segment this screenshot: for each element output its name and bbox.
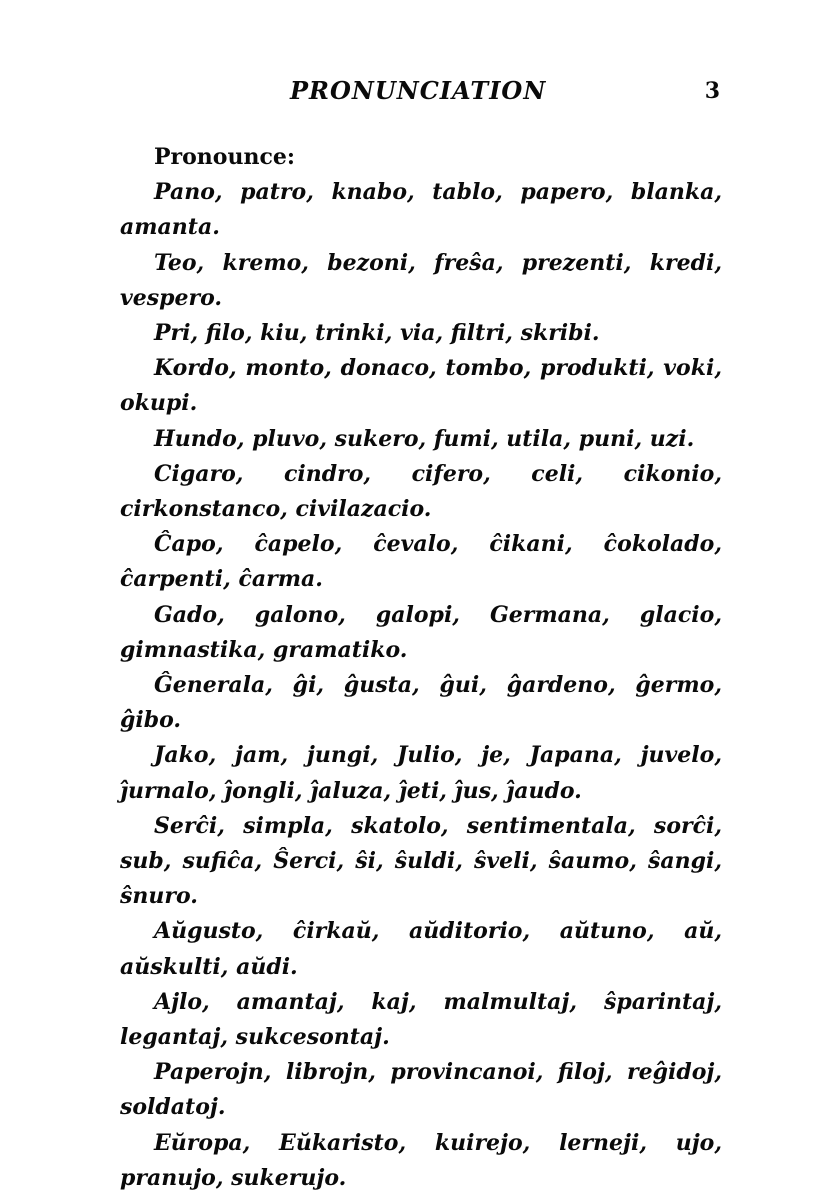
exercise-line-e: Teo, kremo, bezoni, freŝa, prezenti, kredi, vespero.: [120, 249, 722, 311]
exercise-line-g: Gado, galono, galopi, Germana, glacio, gimnastika, gramatiko.: [120, 601, 722, 663]
exercise-line-g-circumflex: Ĝenerala, ĝi, ĝusta, ĝui, ĝardeno, ĝermo, ĝibo.: [120, 672, 722, 734]
exercise-line-o: Kordo, monto, donaco, tombo, produkti, voki, okupi.: [120, 355, 722, 417]
running-head: [120, 76, 720, 112]
exercise-line-a: Pano, patro, knabo, tablo, papero, blanka, amanta.: [120, 179, 722, 241]
exercise-line-c-circumflex: Ĉapo, ĉapelo, ĉevalo, ĉikani, ĉokolado, ĉarpenti, ĉarma.: [120, 531, 722, 593]
exercise-line-i: Pri, filo, kiu, trinki, via, filtri, skribi.: [154, 320, 600, 347]
page-number: 3: [704, 78, 720, 104]
pronunciation-exercise: [120, 140, 722, 1196]
page-title: PRONUNCIATION: [290, 76, 547, 105]
exercise-line-aj: Ajlo, amantaj, kaj, malmultaj, ŝparintaj, legantaj, sukcesontaj.: [120, 988, 722, 1051]
exercise-line-oj: Paperojn, librojn, provincanoi, filoj, reĝidoj, soldatoj.: [120, 1059, 722, 1121]
exercise-line-u: Hundo, pluvo, sukero, fumi, utila, puni, uzi.: [154, 425, 695, 452]
exercise-line-eu: Eŭropa, Eŭkaristo, kuirejo, lerneji, ujo, pranujo, sukerujo.: [120, 1129, 722, 1191]
exercise-line-au: Aŭgusto, ĉirkaŭ, aŭditorio, aŭtuno, aŭ, aŭskulti, aŭdi.: [120, 918, 722, 980]
intro-label: Pronounce:: [154, 144, 295, 170]
exercise-line-s: Serĉi, simpla, skatolo, sentimentala, sorĉi, sub, sufiĉa, Ŝerci, ŝi, ŝuldi, ŝveli, ŝaumo, ŝangi, ŝnuro.: [120, 812, 722, 910]
exercise-line-j: Jako, jam, jungi, Julio, je, Japana, juvelo, ĵurnalo, ĵongli, ĵaluza, ĵeti, ĵus, ĵaudo.: [120, 742, 722, 804]
exercise-line-c: Cigaro, cindro, cifero, celi, cikonio, cirkonstanco, civilazacio.: [120, 460, 722, 523]
